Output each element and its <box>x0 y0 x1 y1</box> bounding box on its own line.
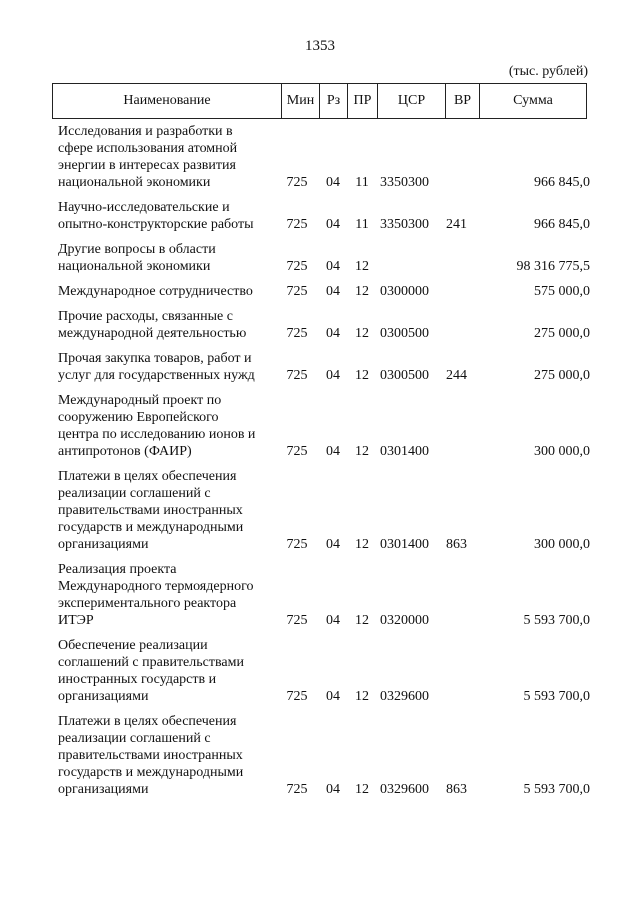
row-rz: 04 <box>326 217 340 232</box>
header-sum: Сумма <box>479 84 586 118</box>
row-vr: 863 <box>446 782 467 797</box>
row-min: 725 <box>286 284 308 299</box>
row-name-line: Платежи в целях обеспечения <box>58 469 237 484</box>
row-name-line: государств и международными <box>58 765 244 780</box>
row-name <box>58 199 274 233</box>
header-min: Мин <box>281 84 319 118</box>
row-sum: 5 593 700,0 <box>523 689 590 704</box>
row-pr: 12 <box>355 613 369 628</box>
table-row <box>58 241 590 275</box>
header-name: Наименование <box>123 93 211 108</box>
row-name-line: государств и международными <box>58 520 244 535</box>
row-min: 725 <box>286 782 308 797</box>
row-vr: 863 <box>446 537 467 552</box>
row-rz: 04 <box>326 259 340 274</box>
row-name-line: организациями <box>58 689 149 704</box>
row-rz: 04 <box>326 175 340 190</box>
row-rz: 04 <box>326 537 340 552</box>
row-csr: 3350300 <box>380 217 429 232</box>
row-csr: 0329600 <box>380 782 429 797</box>
row-name-line: Исследования и разработки в <box>58 124 233 139</box>
row-name-line: Другие вопросы в области <box>58 242 216 257</box>
row-min: 725 <box>286 326 308 341</box>
row-name-line: ИТЭР <box>58 613 94 628</box>
row-pr: 12 <box>355 689 369 704</box>
row-name <box>58 241 274 275</box>
row-sum: 98 316 775,5 <box>516 259 590 274</box>
table-header <box>52 83 587 119</box>
row-pr: 12 <box>355 444 369 459</box>
row-name-line: иностранных государств и <box>58 672 217 687</box>
row-vr: 244 <box>446 368 467 383</box>
row-name-line: Прочая закупка товаров, работ и <box>58 351 252 366</box>
row-min: 725 <box>286 175 308 190</box>
row-name-line: правительствами иностранных <box>58 748 243 763</box>
header-csr: ЦСР <box>377 84 445 118</box>
row-name <box>58 392 274 460</box>
row-pr: 11 <box>355 217 369 232</box>
row-sum: 575 000,0 <box>534 284 590 299</box>
row-name-line: сооружению Европейского <box>58 410 219 425</box>
row-pr: 12 <box>355 537 369 552</box>
row-pr: 11 <box>355 175 369 190</box>
table-row <box>58 392 590 460</box>
row-csr: 0329600 <box>380 689 429 704</box>
table-row <box>58 561 590 629</box>
table-row <box>58 637 590 705</box>
row-sum: 966 845,0 <box>534 217 590 232</box>
row-min: 725 <box>286 613 308 628</box>
row-min: 725 <box>286 217 308 232</box>
row-rz: 04 <box>326 689 340 704</box>
row-name-line: Платежи в целях обеспечения <box>58 714 237 729</box>
units-label: (тыс. рублей) <box>508 64 588 79</box>
row-name-line: национальной экономики <box>58 259 211 274</box>
row-min: 725 <box>286 259 308 274</box>
row-name-line: опытно-конструкторские работы <box>58 217 254 232</box>
row-name <box>58 308 274 342</box>
table-row <box>58 308 590 342</box>
row-pr: 12 <box>355 259 369 274</box>
row-name-line: Обеспечение реализации <box>58 638 208 653</box>
row-pr: 12 <box>355 782 369 797</box>
row-name-line: реализации соглашений с <box>58 731 211 746</box>
row-name-line: Международный проект по <box>58 393 222 408</box>
header-pr: ПР <box>347 84 377 118</box>
row-name-line: антипротонов (ФАИР) <box>58 444 192 459</box>
page-number: 1353 <box>305 38 335 54</box>
row-name-line: сфере использования атомной <box>58 141 238 156</box>
row-name-line: международной деятельностью <box>58 326 247 341</box>
row-name-line: Научно-исследовательские и <box>58 200 230 215</box>
table-row <box>58 283 590 300</box>
row-name <box>58 350 274 384</box>
row-csr: 0301400 <box>380 444 429 459</box>
table-row <box>58 713 590 798</box>
table-row <box>58 350 590 384</box>
row-sum: 300 000,0 <box>534 537 590 552</box>
row-rz: 04 <box>326 782 340 797</box>
row-sum: 5 593 700,0 <box>523 613 590 628</box>
row-sum: 275 000,0 <box>534 368 590 383</box>
table-row <box>58 199 590 233</box>
row-csr: 0301400 <box>380 537 429 552</box>
row-sum: 966 845,0 <box>534 175 590 190</box>
row-name <box>58 123 274 191</box>
row-rz: 04 <box>326 368 340 383</box>
row-name <box>58 283 274 300</box>
row-name-line: Реализация проекта <box>58 562 177 577</box>
row-sum: 5 593 700,0 <box>523 782 590 797</box>
row-sum: 300 000,0 <box>534 444 590 459</box>
row-name <box>58 713 274 798</box>
row-name-line: организациями <box>58 782 149 797</box>
row-pr: 12 <box>355 326 369 341</box>
table-row <box>58 123 590 191</box>
row-name-line: организациями <box>58 537 149 552</box>
row-csr: 0300000 <box>380 284 429 299</box>
row-vr: 241 <box>446 217 467 232</box>
table-row <box>58 468 590 553</box>
row-name-line: экспериментального реактора <box>58 596 237 611</box>
row-name <box>58 637 274 705</box>
row-csr: 0320000 <box>380 613 429 628</box>
row-name-line: центра по исследованию ионов и <box>58 427 256 442</box>
row-rz: 04 <box>326 444 340 459</box>
row-name-line: реализации соглашений с <box>58 486 211 501</box>
header-rz: Рз <box>319 84 347 118</box>
row-csr: 0300500 <box>380 326 429 341</box>
row-min: 725 <box>286 689 308 704</box>
row-min: 725 <box>286 368 308 383</box>
row-min: 725 <box>286 444 308 459</box>
row-rz: 04 <box>326 326 340 341</box>
row-csr: 0300500 <box>380 368 429 383</box>
row-name-line: услуг для государственных нужд <box>58 368 255 383</box>
row-name <box>58 561 274 629</box>
table-body <box>58 123 590 806</box>
row-pr: 12 <box>355 368 369 383</box>
row-name <box>58 468 274 553</box>
row-name-line: соглашений с правительствами <box>58 655 244 670</box>
row-sum: 275 000,0 <box>534 326 590 341</box>
row-rz: 04 <box>326 613 340 628</box>
row-name-line: Международное сотрудничество <box>58 284 253 299</box>
row-csr: 3350300 <box>380 175 429 190</box>
row-name-line: энергии в интересах развития <box>58 158 236 173</box>
row-rz: 04 <box>326 284 340 299</box>
row-name-line: Прочие расходы, связанные с <box>58 309 233 324</box>
row-min: 725 <box>286 537 308 552</box>
row-name-line: национальной экономики <box>58 175 211 190</box>
row-pr: 12 <box>355 284 369 299</box>
row-name-line: правительствами иностранных <box>58 503 243 518</box>
row-name-line: Международного термоядерного <box>58 579 254 594</box>
header-vr: ВР <box>445 84 479 118</box>
